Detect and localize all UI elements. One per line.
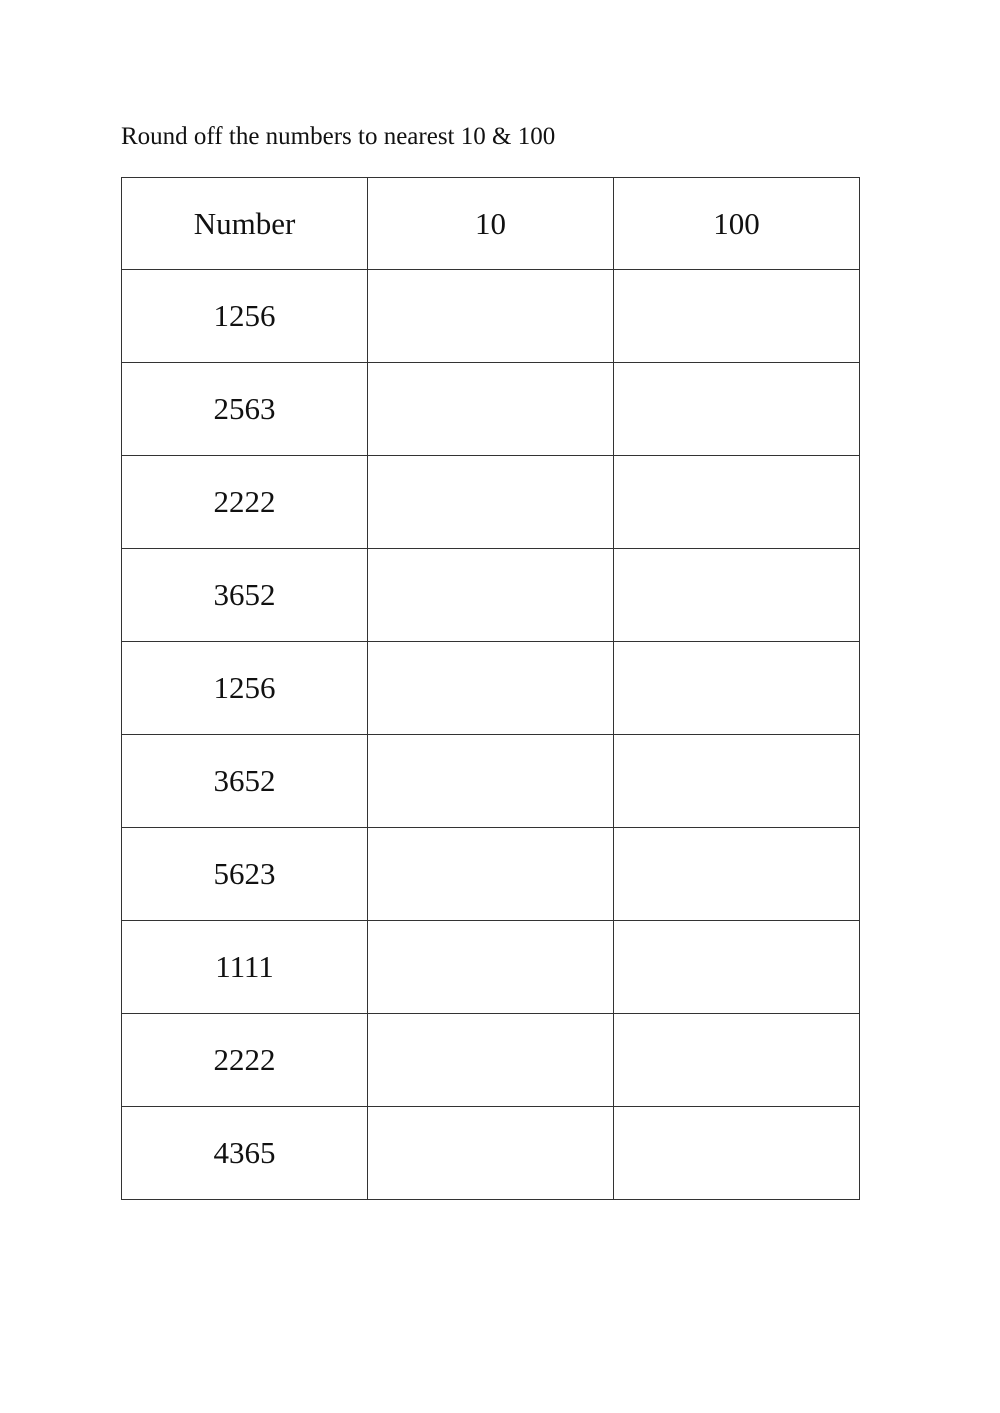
header-nearest-100: 100 (614, 178, 860, 270)
table-row (122, 1014, 860, 1107)
nearest-10-answer-cell[interactable] (368, 828, 614, 921)
number-cell: 3652 (122, 735, 368, 828)
number-cell: 3652 (122, 549, 368, 642)
header-nearest-10: 10 (368, 178, 614, 270)
nearest-100-answer-cell[interactable] (614, 921, 860, 1014)
rounding-table (121, 177, 860, 1200)
table-row (122, 642, 860, 735)
nearest-100-answer-cell[interactable] (614, 1014, 860, 1107)
nearest-10-answer-cell[interactable] (368, 270, 614, 363)
instruction-text: Round off the numbers to nearest 10 & 100 (121, 123, 556, 150)
table-row (122, 363, 860, 456)
nearest-100-answer-cell[interactable] (614, 549, 860, 642)
header-number: Number (122, 178, 368, 270)
table-row (122, 456, 860, 549)
number-cell: 2222 (122, 456, 368, 549)
table-row (122, 921, 860, 1014)
number-cell: 1256 (122, 270, 368, 363)
nearest-10-answer-cell[interactable] (368, 456, 614, 549)
number-cell: 2563 (122, 363, 368, 456)
nearest-10-answer-cell[interactable] (368, 1107, 614, 1200)
nearest-10-answer-cell[interactable] (368, 735, 614, 828)
header-row (122, 178, 860, 270)
table-row (122, 1107, 860, 1200)
nearest-100-answer-cell[interactable] (614, 456, 860, 549)
number-cell: 1256 (122, 642, 368, 735)
nearest-100-answer-cell[interactable] (614, 363, 860, 456)
table-row (122, 270, 860, 363)
nearest-10-answer-cell[interactable] (368, 642, 614, 735)
number-cell: 5623 (122, 828, 368, 921)
nearest-100-answer-cell[interactable] (614, 1107, 860, 1200)
table-row (122, 549, 860, 642)
nearest-100-answer-cell[interactable] (614, 642, 860, 735)
number-cell: 2222 (122, 1014, 368, 1107)
nearest-10-answer-cell[interactable] (368, 921, 614, 1014)
nearest-10-answer-cell[interactable] (368, 363, 614, 456)
number-cell: 1111 (122, 921, 368, 1014)
nearest-100-answer-cell[interactable] (614, 270, 860, 363)
nearest-100-answer-cell[interactable] (614, 828, 860, 921)
table-row (122, 735, 860, 828)
nearest-10-answer-cell[interactable] (368, 549, 614, 642)
table-row (122, 828, 860, 921)
nearest-100-answer-cell[interactable] (614, 735, 860, 828)
number-cell: 4365 (122, 1107, 368, 1200)
nearest-10-answer-cell[interactable] (368, 1014, 614, 1107)
